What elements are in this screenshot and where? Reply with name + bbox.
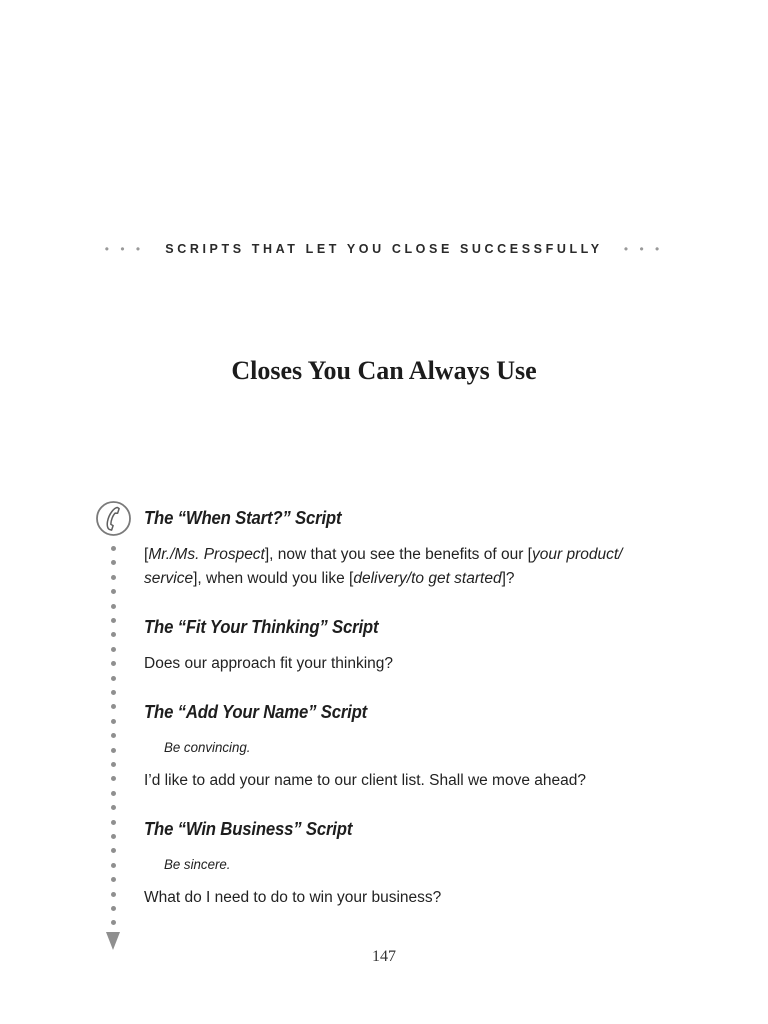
script-when-start [144,508,654,591]
script-body-win-business: What do I need to do to win your business? [144,889,442,906]
rail-dot [111,820,116,825]
running-head-dots-left: • • • [104,242,145,256]
running-head [0,242,768,256]
rail-dot [111,906,116,911]
chapter-title: Closes You Can Always Use [231,356,537,385]
rail-dot [111,618,116,623]
rail-dot [111,546,116,551]
rail-dot [111,863,116,868]
rail-dot [111,704,116,709]
script-title-add-name: The “Add Your Name” Script [144,702,368,722]
dotted-rail [111,546,117,926]
rail-dot [111,661,116,666]
rail-dot [111,647,116,652]
page-number: 147 [372,948,396,965]
rail-dot [111,719,116,724]
rail-dot [111,632,116,637]
script-add-name [144,702,654,793]
rail-dot [111,834,116,839]
script-win-business [144,819,654,910]
script-body-fit-thinking: Does our approach fit your thinking? [144,655,394,672]
rail-dot [111,733,116,738]
script-title-win-business: The “Win Business” Script [144,819,353,839]
script-title-fit-thinking: The “Fit Your Thinking” Script [144,617,379,637]
script-direction-add-name: Be convincing. [163,739,251,755]
script-direction-win-business: Be sincere. [163,856,231,872]
running-head-dots-right: • • • [623,242,664,256]
running-head-text: SCRIPTS THAT LET YOU CLOSE SUCCESSFULLY [165,242,603,256]
rail-dot [111,762,116,767]
phone-handset-icon [95,500,132,537]
rail-dot [111,604,116,609]
rail-dot [111,676,116,681]
rail-dot [111,892,116,897]
rail-dot [111,589,116,594]
rail-dot [111,560,116,565]
rail-dot [111,690,116,695]
rail-dot [111,848,116,853]
rail-dot [111,776,116,781]
rail-dot [111,791,116,796]
script-title-when-start: The “When Start?” Script [144,508,342,528]
scripts-content [144,508,654,910]
rail-dot [111,575,116,580]
rail-dot [111,805,116,810]
rail-dot [111,748,116,753]
script-body-when-start: [Mr./Ms. Prospect], now that you see the benefits of our [your product/ service], when would you like [delivery/to get started]? [144,546,623,587]
rail-dot [111,920,116,925]
script-fit-thinking [144,617,654,676]
script-body-add-name: I’d like to add your name to our client list. Shall we move ahead? [144,772,586,789]
rail-dot [111,877,116,882]
